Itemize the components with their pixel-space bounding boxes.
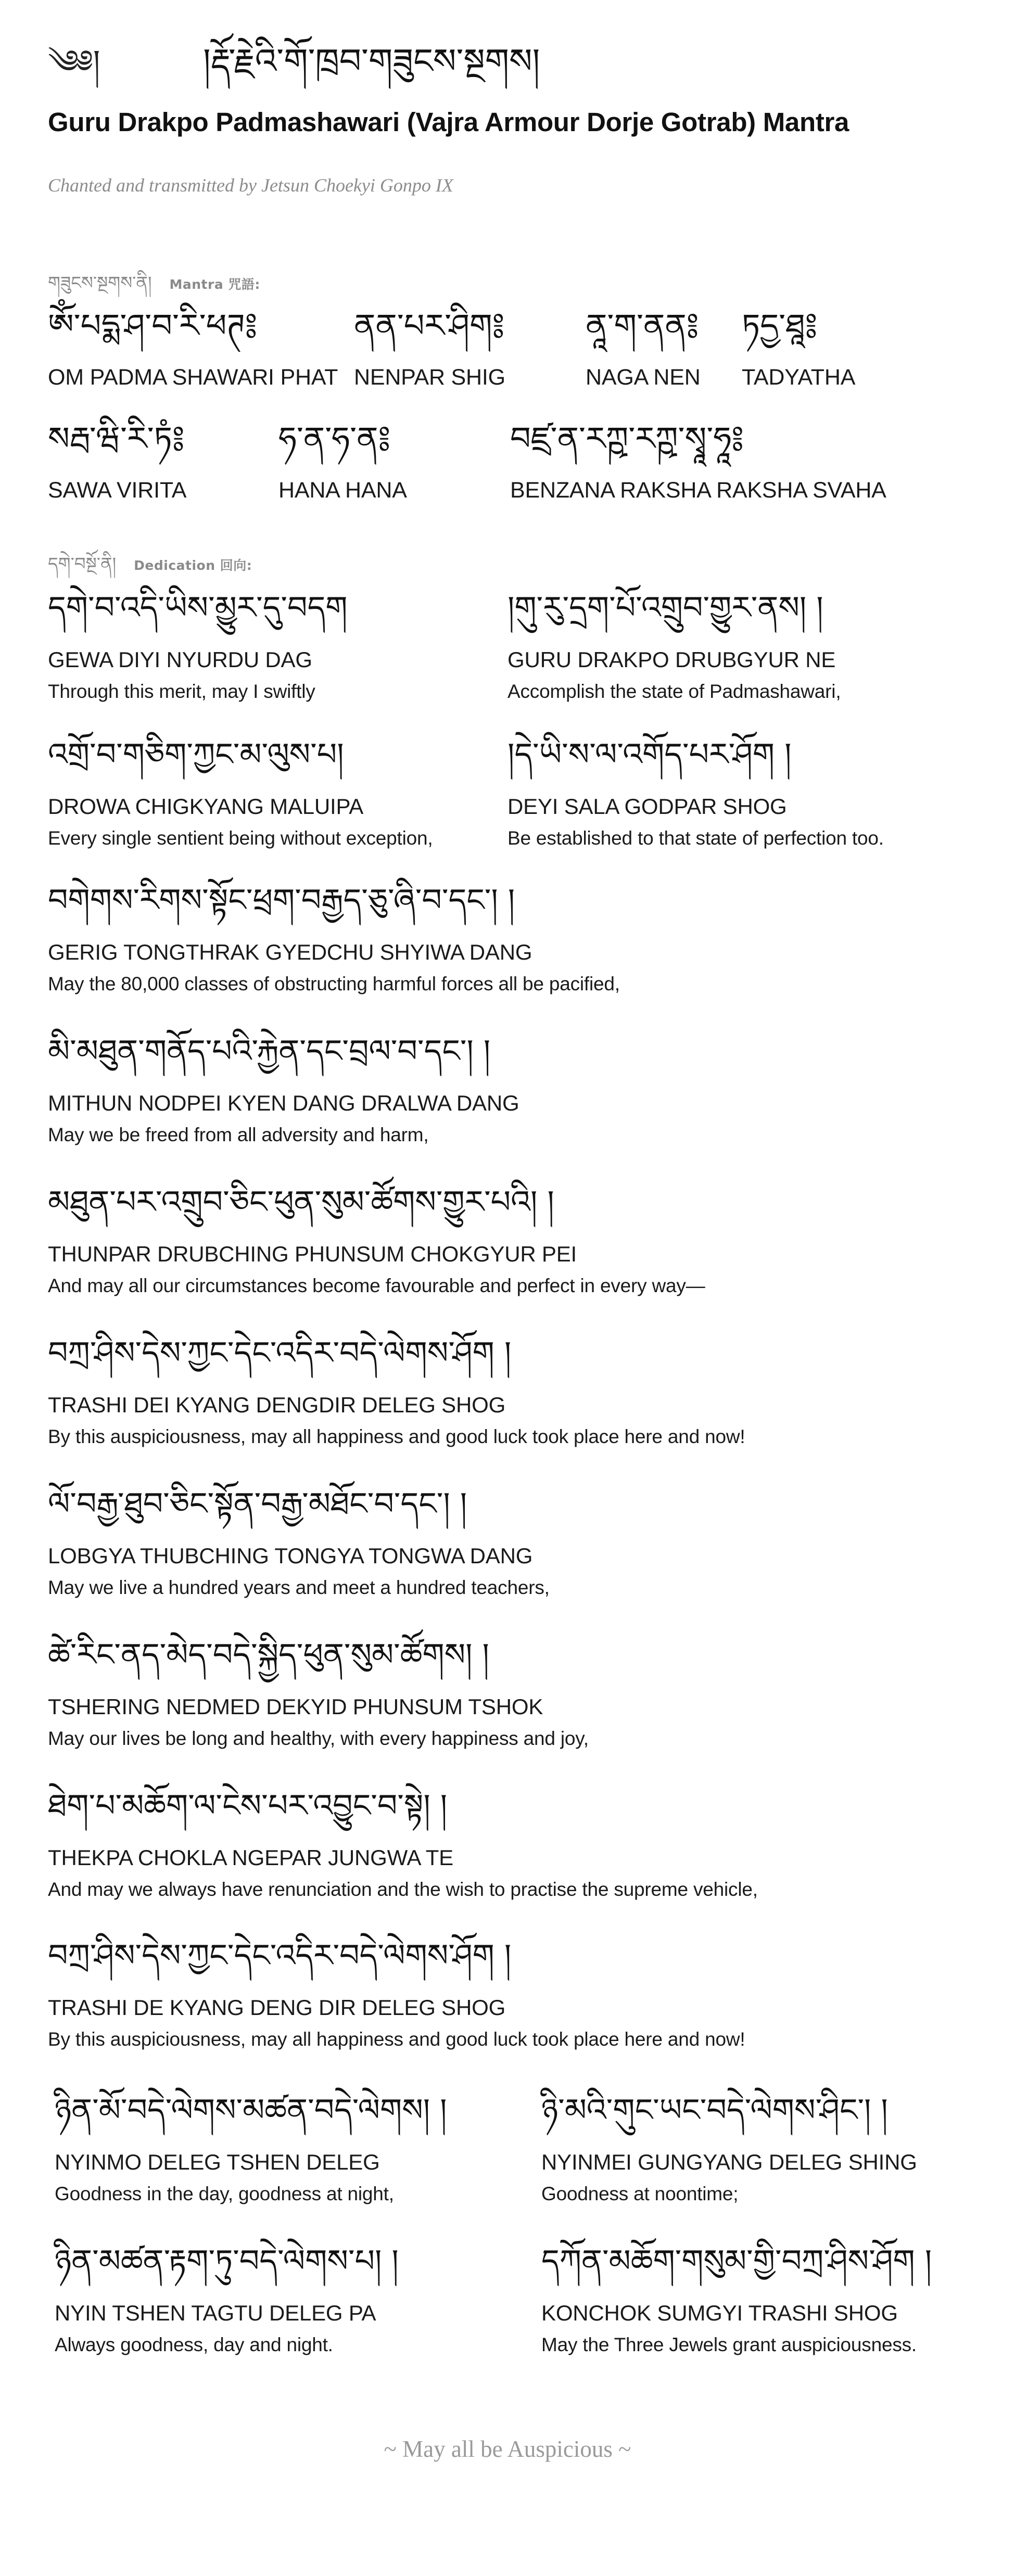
verse-translation: Through this merit, may I swiftly bbox=[48, 681, 315, 702]
mantra-item bbox=[278, 419, 407, 503]
verse bbox=[48, 1790, 758, 1901]
verse bbox=[48, 1337, 745, 1448]
verse-phonetic: THEKPA CHOKLA NGEPAR JUNGWA TE bbox=[48, 1845, 453, 1870]
verse-translation: Every single sentient being without exception, bbox=[48, 827, 433, 849]
verse-tibetan: ཉིན་མཚན་རྟག་ཏུ་བདེ་ལེགས་པ། ། bbox=[55, 2243, 399, 2279]
mantra-phonetic: TADYATHA bbox=[742, 365, 856, 390]
verse-tibetan: ཚེ་རིང་ནད་མེད་བདེ་སྐྱིད་ཕུན་སུམ་ཚོགས། ། bbox=[48, 1637, 489, 1673]
mantra-tibetan: སརྦ་ཝི་རི་ཏཾ༔ bbox=[48, 419, 185, 457]
verse-tibetan: འགྲོ་བ་གཅིག་ཀྱང་མ་ལུས་པ། bbox=[48, 736, 344, 773]
mantra-phonetic: NENPAR SHIG bbox=[354, 365, 505, 390]
verse-translation: Goodness at noontime; bbox=[541, 2183, 739, 2204]
mantra-label: Mantra 咒語: bbox=[169, 277, 260, 292]
verse-translation: May the Three Jewels grant auspiciousness. bbox=[541, 2334, 917, 2355]
mantra-tibetan: བཛྲ་ན་རཀྵ་རཀྵ་སྭཱ་ཧཱ༔ bbox=[510, 419, 744, 457]
verse-translation: Goodness in the day, goodness at night, bbox=[55, 2183, 394, 2204]
verse-phonetic: TRASHI DE KYANG DENG DIR DELEG SHOG bbox=[48, 1995, 506, 2020]
verse bbox=[48, 882, 620, 995]
verse-phonetic: GURU DRAKPO DRUBGYUR NE bbox=[508, 647, 836, 672]
verse-tibetan: །དེ་ཡི་ས་ལ་འགོད་པར་ཤོག ། bbox=[508, 736, 792, 773]
verse-translation: And may all our circumstances become favourable and perfect in every way— bbox=[48, 1275, 705, 1296]
verse bbox=[541, 2092, 917, 2205]
dedication-label: Dedication 回向: bbox=[134, 558, 252, 573]
verse-phonetic: NYIN TSHEN TAGTU DELEG PA bbox=[55, 2301, 376, 2325]
verse-phonetic: GERIG TONGTHRAK GYEDCHU SHYIWA DANG bbox=[48, 940, 532, 964]
verse-phonetic: DROWA CHIGKYANG MALUIPA bbox=[48, 794, 364, 819]
dedication-section-heading bbox=[48, 544, 252, 594]
verse-tibetan: མི་མཐུན་གནོད་པའི་རྐྱེན་དང་བྲལ་བ་དང་། ། bbox=[48, 1033, 491, 1069]
verse-translation: By this auspiciousness, may all happiness and good luck took place here and now! bbox=[48, 1426, 745, 1447]
mantra-item bbox=[586, 307, 701, 390]
verse-phonetic: TRASHI DEI KYANG DENGDIR DELEG SHOG bbox=[48, 1393, 506, 1417]
mantra-phonetic: NAGA NEN bbox=[586, 365, 701, 390]
mantra-tibetan: ཧ་ན་ཧ་ན༔ bbox=[278, 419, 391, 457]
verse-phonetic: LOBGYA THUBCHING TONGYA TONGWA DANG bbox=[48, 1544, 533, 1568]
verse bbox=[508, 736, 884, 849]
verse-phonetic: MITHUN NODPEI KYEN DANG DRALWA DANG bbox=[48, 1091, 519, 1115]
mantra-item bbox=[48, 419, 187, 503]
verse-translation: Always goodness, day and night. bbox=[55, 2334, 333, 2355]
verse-translation: By this auspiciousness, may all happiness and good luck took place here and now! bbox=[48, 2029, 745, 2050]
mantra-item bbox=[742, 307, 856, 390]
mantra-section-heading bbox=[48, 263, 260, 313]
verse-tibetan: ལོ་བརྒྱ་ཐུབ་ཅིང་སྟོན་བརྒྱ་མཐོང་བ་དང་། ། bbox=[48, 1486, 467, 1522]
subtitle: Chanted and transmitted by Jetsun Choekyi Gonpo IX bbox=[48, 175, 453, 196]
dedication-tibetan-label: དགེ་བསྔོ་ནི། bbox=[48, 554, 117, 575]
verse-tibetan: བཀྲ་ཤིས་དེས་ཀྱང་དེང་འདིར་བདེ་ལེགས་ཤོག ། bbox=[48, 1937, 512, 1974]
verse bbox=[48, 1937, 745, 2050]
verse-translation: May the 80,000 classes of obstructing harmful forces all be pacified, bbox=[48, 973, 620, 994]
yig-mgo-symbol: ༄༅། bbox=[48, 43, 100, 81]
mantra-phonetic: SAWA VIRITA bbox=[48, 478, 187, 503]
tibetan-title: །རྡོ་རྗེའི་གོ་ཁྲབ་གཟུངས་སྔགས། bbox=[203, 41, 540, 81]
verse-tibetan: ཉི་མའི་གུང་ཡང་བདེ་ལེགས་ཤིང་། ། bbox=[541, 2092, 888, 2128]
mantra-phonetic: BENZANA RAKSHA RAKSHA SVAHA bbox=[510, 478, 886, 503]
verse-tibetan: ཐེག་པ་མཆོག་ལ་ངེས་པར་འབྱུང་བ་སྟེ། ། bbox=[48, 1788, 448, 1824]
verse bbox=[48, 1488, 550, 1599]
verse bbox=[508, 592, 841, 703]
mantra-tibetan: ནཱ་ག་ནན༔ bbox=[586, 307, 699, 345]
verse bbox=[48, 736, 433, 849]
footer-blessing: ~ May all be Auspicious ~ bbox=[384, 2436, 631, 2462]
mantra-tibetan: ནན་པར་ཤིག༔ bbox=[354, 307, 505, 345]
verse-tibetan: དགེ་བ་འདི་ཡིས་མྱུར་དུ་བདག bbox=[48, 590, 348, 626]
verse-tibetan: དཀོན་མཆོག་གསུམ་གྱི་བཀྲ་ཤིས་ཤོག ། bbox=[541, 2243, 932, 2279]
verse-translation: May we live a hundred years and meet a hundred teachers, bbox=[48, 1577, 550, 1598]
verse bbox=[55, 2092, 447, 2205]
verse-phonetic: NYINMO DELEG TSHEN DELEG bbox=[55, 2150, 380, 2174]
verse-phonetic: THUNPAR DRUBCHING PHUNSUM CHOKGYUR PEI bbox=[48, 1242, 577, 1266]
page-title: Guru Drakpo Padmashawari (Vajra Armour Dorje Gotrab) Mantra bbox=[48, 107, 849, 137]
verse-phonetic: DEYI SALA GODPAR SHOG bbox=[508, 794, 787, 819]
mantra-item bbox=[48, 307, 338, 390]
mantra-phonetic: HANA HANA bbox=[278, 478, 407, 503]
verse-tibetan: མཐུན་པར་འགྲུབ་ཅིང་ཕུན་སུམ་ཚོགས་གྱུར་པའི། ། bbox=[48, 1184, 554, 1220]
verse-phonetic: KONCHOK SUMGYI TRASHI SHOG bbox=[541, 2301, 898, 2325]
verse-phonetic: GEWA DIYI NYURDU DAG bbox=[48, 647, 312, 672]
verse-tibetan: ཉིན་མོ་བདེ་ལེགས་མཚན་བདེ་ལེགས། ། bbox=[55, 2092, 447, 2128]
mantra-item bbox=[510, 419, 886, 503]
verse-tibetan: །གུ་རུ་དྲག་པོ་འགྲུབ་གྱུར་ནས། ། bbox=[508, 590, 823, 626]
mantra-tibetan-label: གཟུངས་སྔགས་ནི། bbox=[48, 273, 152, 294]
verse-tibetan: བཀྲ་ཤིས་དེས་ཀྱང་དེང་འདིར་བདེ་ལེགས་ཤོག ། bbox=[48, 1335, 512, 1371]
verse-translation: Accomplish the state of Padmashawari, bbox=[508, 681, 841, 702]
verse-translation: And may we always have renunciation and the wish to practise the supreme vehicle, bbox=[48, 1879, 758, 1900]
verse bbox=[48, 1184, 705, 1297]
verse bbox=[48, 1639, 589, 1750]
mantra-phonetic: OM PADMA SHAWARI PHAT bbox=[48, 365, 338, 390]
verse-translation: May we be freed from all adversity and harm, bbox=[48, 1124, 429, 1145]
verse-tibetan: བགེགས་རིགས་སྟོང་ཕྲག་བརྒྱད་ཅུ་ཞི་བ་དང་། ། bbox=[48, 882, 515, 919]
verse bbox=[541, 2243, 932, 2356]
verse-phonetic: TSHERING NEDMED DEKYID PHUNSUM TSHOK bbox=[48, 1694, 543, 1719]
verse bbox=[55, 2243, 399, 2356]
verse-phonetic: NYINMEI GUNGYANG DELEG SHING bbox=[541, 2150, 917, 2174]
mantra-tibetan: ཏདྱ་ཐཱ༔ bbox=[742, 307, 818, 345]
verse bbox=[48, 1033, 519, 1146]
mantra-tibetan: ཨོཾ་པདྨ་ཤ་བ་རི་ཕཊ༔ bbox=[48, 307, 258, 345]
verse bbox=[48, 592, 347, 703]
mantra-item bbox=[354, 307, 505, 390]
verse-translation: Be established to that state of perfection too. bbox=[508, 827, 884, 849]
verse-translation: May our lives be long and healthy, with every happiness and joy, bbox=[48, 1728, 589, 1749]
